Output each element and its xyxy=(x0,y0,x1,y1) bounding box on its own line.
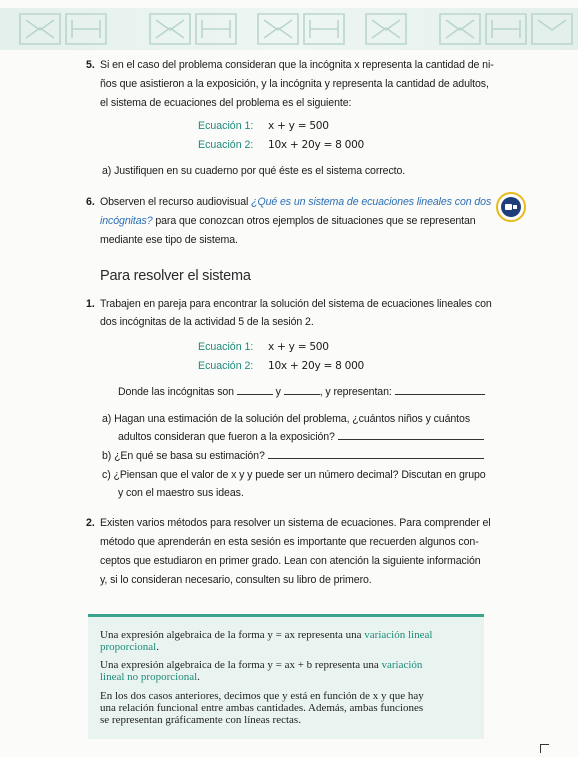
equation-label: Ecuación 1: xyxy=(198,341,254,353)
q6-text: para que conozcan otros ejemplos de situaciones que se representan xyxy=(152,215,476,227)
equation-label: Ecuación 1: xyxy=(198,120,254,132)
r1-sub-a-text: adultos consideran que fueron a la exposición? xyxy=(118,431,335,443)
r2-line-1: Existen varios métodos para resolver un sistema de ecuaciones. Para comprender el xyxy=(100,517,491,529)
equation-expression: 10x + 20y = 8 000 xyxy=(268,139,364,151)
info-text: Una expresión algebraica de la forma y = ax + b representa una xyxy=(100,659,382,671)
section-title: Para resolver el sistema xyxy=(100,268,251,284)
equation-label: Ecuación 2: xyxy=(198,360,254,372)
r1-sub-a-2 xyxy=(118,429,484,446)
answer-blank[interactable] xyxy=(338,429,484,440)
r1-sub-a-1: a) Hagan una estimación de la solución del problema, ¿cuántos niños y cuántos xyxy=(102,413,471,425)
info-p3-line-1: En los dos casos anteriores, decimos que y está en función de x y que hay xyxy=(100,690,424,702)
r1-sub-b xyxy=(102,448,484,465)
answer-blank[interactable] xyxy=(395,384,485,395)
q5-line-3: el sistema de ecuaciones del problema es el siguiente: xyxy=(100,97,352,109)
r1-line-2: dos incógnitas de la actividad 5 de la sesión 2. xyxy=(100,316,314,328)
r1-sub-b-text: b) ¿En qué se basa su estimación? xyxy=(102,450,265,462)
info-p3-line-3: se representan gráficamente con líneas rectas. xyxy=(100,714,301,726)
info-p1-line-2 xyxy=(100,642,159,654)
q6-line-1 xyxy=(100,194,491,211)
r2-line-3: ceptos que estudiaron en primer grado. Lean con atención la siguiente información xyxy=(100,555,481,567)
video-resource-icon[interactable] xyxy=(496,192,526,222)
info-box-accent xyxy=(88,614,484,617)
question-number: 6. xyxy=(86,196,95,208)
question-number: 5. xyxy=(86,59,95,71)
info-p2-line-2 xyxy=(100,672,200,684)
equation-expression: 10x + 20y = 8 000 xyxy=(268,360,364,372)
q5-sub-a: a) Justifiquen en su cuaderno por qué éste es el sistema correcto. xyxy=(102,165,406,177)
equation-expression: x + y = 500 xyxy=(268,120,329,132)
info-text: . xyxy=(197,671,200,683)
info-text: Una expresión algebraica de la forma y = ax representa una xyxy=(100,629,365,641)
audiovisual-link-cont[interactable]: incógnitas? xyxy=(100,215,153,227)
donde-text: , y representan: xyxy=(319,386,392,398)
video-icon-inner xyxy=(501,197,521,217)
q5-line-2: ños que asistieron a la exposición, y la incógnita y representa la cantidad de adultos, xyxy=(100,78,489,90)
info-highlight: proporcional xyxy=(100,641,157,653)
info-p2-line-1 xyxy=(100,660,422,672)
donde-line xyxy=(118,384,485,401)
question-number: 1. xyxy=(86,298,95,310)
donde-y: y xyxy=(275,386,281,398)
info-highlight: variación lineal xyxy=(364,629,433,641)
q6-text: Observen el recurso audiovisual xyxy=(100,196,252,208)
r1-sub-c-1: c) ¿Piensan que el valor de x y y puede ser un número decimal? Discutan en grupo xyxy=(102,469,486,481)
q6-line-3: mediante ese tipo de sistema. xyxy=(100,234,238,246)
info-p1-line-1 xyxy=(100,630,432,642)
info-p3-line-2: una relación funcional entre ambas cantidades. Además, ambas funciones xyxy=(100,702,424,714)
equation-expression: x + y = 500 xyxy=(268,341,329,353)
equation-label: Ecuación 2: xyxy=(198,139,254,151)
donde-text: Donde las incógnitas son xyxy=(118,386,234,398)
answer-blank[interactable] xyxy=(268,448,484,459)
q5-line-1: Si en el caso del problema consideran que la incógnita x representa la cantidad de ni- xyxy=(100,59,494,71)
answer-blank[interactable] xyxy=(237,384,273,395)
info-text: . xyxy=(156,641,159,653)
crop-mark xyxy=(540,744,549,753)
r1-sub-c-2: y con el maestro sus ideas. xyxy=(118,487,244,499)
r1-line-1: Trabajen en pareja para encontrar la solución del sistema de ecuaciones lineales con xyxy=(100,298,492,310)
r2-line-2: método que aprenderán en esta sesión es importante que recuerden algunos con- xyxy=(100,536,479,548)
r2-line-4: y, si lo consideran necesario, consulten su libro de primero. xyxy=(100,574,372,586)
q6-line-2 xyxy=(100,213,476,230)
question-number: 2. xyxy=(86,517,95,529)
video-glyph-icon xyxy=(501,197,521,217)
answer-blank[interactable] xyxy=(284,384,320,395)
audiovisual-link[interactable]: ¿Qué es un sistema de ecuaciones lineales con dos xyxy=(251,196,492,208)
info-highlight: variación xyxy=(381,659,423,671)
info-highlight: lineal no proporcional xyxy=(100,671,198,683)
